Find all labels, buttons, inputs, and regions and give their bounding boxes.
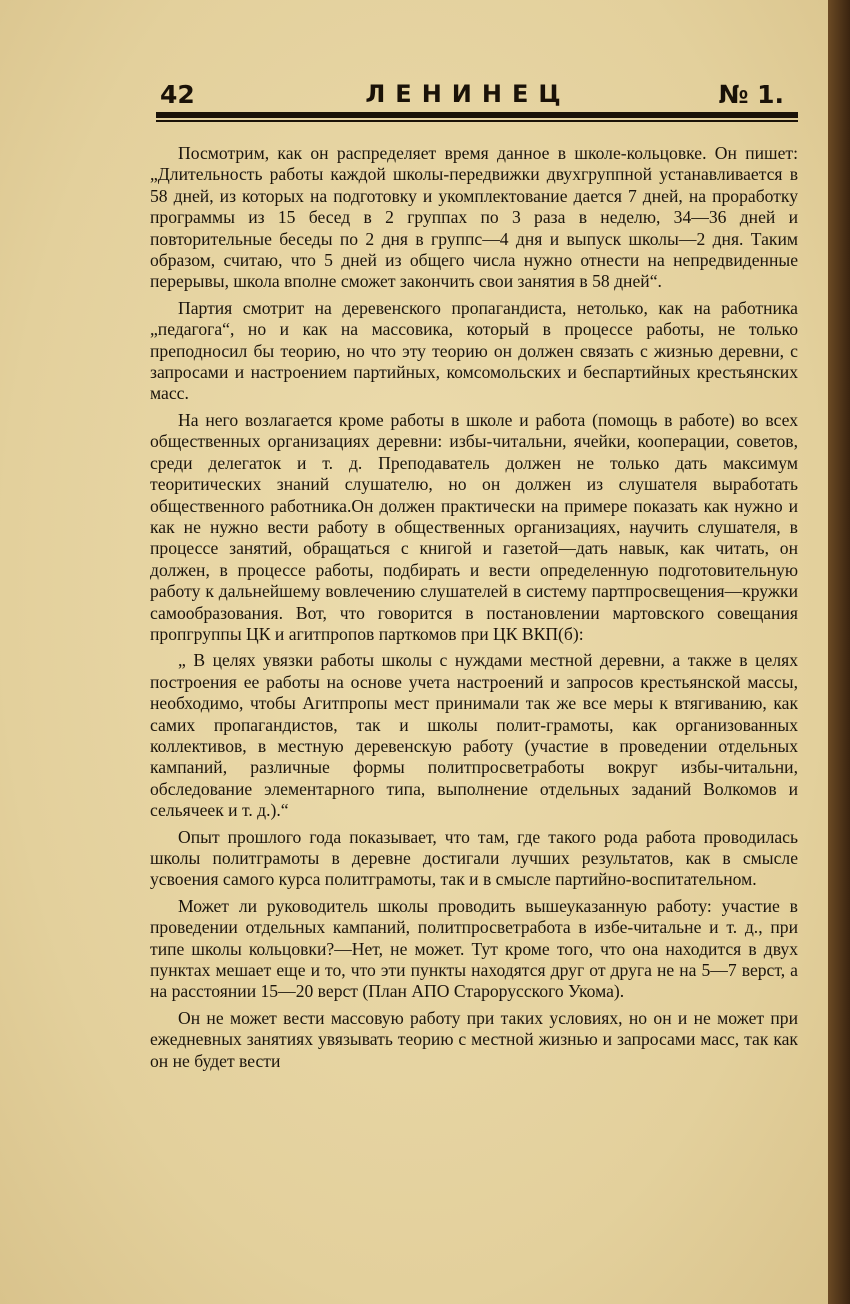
paragraph: На него возлагается кроме работы в школе и работа (помощь в работе) во всех общественных организациях деревни: избы-читальни, ячейки, кооперации, советов, среди делегаток и т. д. Преподаватель должен не только дать максимум теоритических знаний слушателю, но он должен из слушателя выработать общественного работника.Он должен практически на примере показать как нужно и как не нужно вести работу в общественных организациях, научить слушателя, в процессе занятий, обращаться с книгой и газетой—дать навык, как читать, он должен, в процессе работы, подбирать и вести определенную подготовительную работу к дальнейшему вовлечению слушателей в систему партпросвещения—кружки самообразования. Вот, что говорится в постановлении мартовского совещания пропгруппы ЦК и агитпропов парткомов при ЦК ВКП(б): [150,409,798,644]
page-edge-shadow [828,0,850,1304]
paragraph: Опыт прошлого года показывает, что там, где такого рода работа проводилась школы политграмоты в деревне достигали лучших результатов, как в смысле усвоения самого курса политграмоты, так и в смысле партийно-воспитательном. [150,826,798,890]
page-header [160,80,796,110]
journal-title: ЛЕНИНЕЦ [365,80,571,108]
paragraph: Партия смотрит на деревенского пропагандиста, нетолько, как на работника „педагога“, но и как на массовика, который в процессе работы, не только преподносил бы теорию, но что эту теорию он должен связать с жизнью деревни, с запросами и настроением партийных, комсомольских и беспартийных крестьянских масс. [150,297,798,404]
header-rule-thick [156,112,798,118]
quotation-paragraph: „ В целях увязки работы школы с нуждами местной деревни, а также в целях построения ее работы на основе учета настроений и запросов крестьянской массы, необходимо, чтобы Агитпропы мест принимали так же все меры к втягиванию, как самих пропагандистов, так и школы полит-грамоты, как организованных коллективов, в местную деревенскую работу (участие в проведении отдельных кампаний, различные формы политпросветработы вокруг избы-читальни, обследование элементарного типа, выполнение отдельных заданий Волкомов и сельячеек и т. д.).“ [150,650,798,821]
issue-number: № 1. [718,80,784,109]
paragraph: Он не может вести массовую работу при таких условиях, но он и не может при ежедневных занятиях увязывать теорию с местной жизнью и запросами масс, так как он не будет вести [150,1007,798,1071]
article-body [150,143,798,1077]
paragraph: Может ли руководитель школы проводить вышеуказанную работу: участие в проведении отдельных кампаний, политпросветработа в избе-читальне и т. д., при типе школы кольцовки?—Нет, не может. Тут кроме того, что она находится в двух пунктах мешает еще и то, что эти пункты находятся друг от друга не на 5—7 верст, а на расстоянии 15—20 верст (План АПО Старорусского Укома). [150,895,798,1002]
header-rule-thin [156,120,798,122]
paragraph: Посмотрим, как он распределяет время данное в школе-кольцовке. Он пишет: „Длительность работы каждой школы-передвижки двухгруппной устанавливается в 58 дней, из которых на подготовку и укомплектование дается 7 дней, на проработку программы из 15 бесед в 2 группах по 3 раза в неделю, 34—36 дней и повторительные беседы по 2 дня в группс—4 дня и выпуск школы—2 дня. Таким образом, считаю, что 5 дней из общего числа нужно отнести на непредвиденные перерывы, школа вполне сможет закончить свои занятия в 58 дней“. [150,143,798,292]
page-number: 42 [160,80,195,109]
